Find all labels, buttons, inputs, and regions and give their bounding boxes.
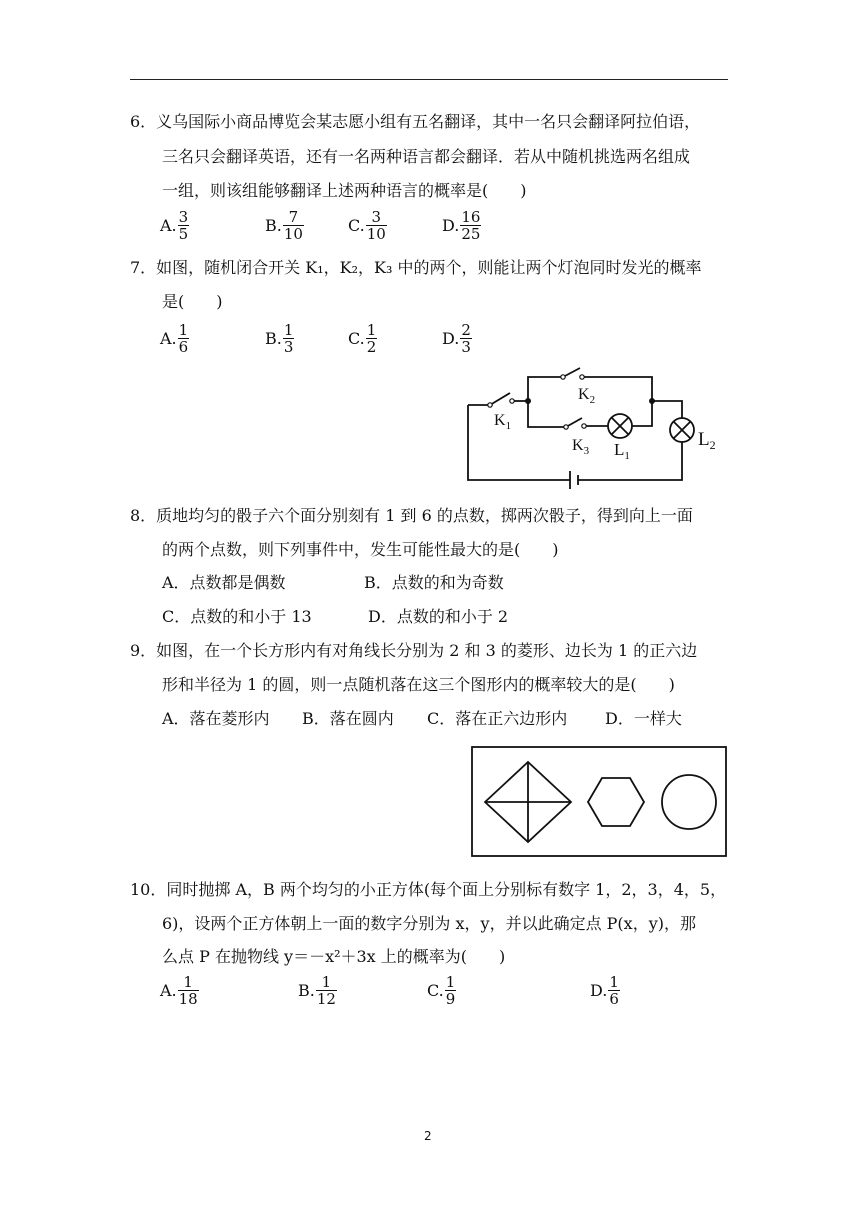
wire-bottom-right <box>578 442 682 480</box>
fraction <box>366 322 378 355</box>
option-label: C. <box>348 216 365 235</box>
denominator: 6 <box>178 338 189 356</box>
q7-option-b <box>265 322 294 355</box>
fraction <box>366 209 387 242</box>
numerator: 2 <box>461 321 471 339</box>
q7-option-a <box>160 322 189 355</box>
numerator: 7 <box>288 208 299 226</box>
circuit-diagram <box>460 365 735 495</box>
fraction <box>460 322 472 355</box>
k2-label: $K_2$ <box>578 386 596 406</box>
numerator: 1 <box>183 973 193 991</box>
numerator: 1 <box>609 973 619 991</box>
q10-line-1: 10．同时抛掷 A，B 两个均匀的小正方体(每个面上分别标有数字 1，2，3，4，5， <box>130 880 727 899</box>
q6-line-1: 6．义乌国际小商品博览会某志愿小组有五名翻译，其中一名只会翻译阿拉伯语， <box>130 112 701 131</box>
l1-label: $L_1$ <box>614 440 630 462</box>
fraction <box>283 322 295 355</box>
denominator: 9 <box>445 990 456 1008</box>
q6-line-2: 三名只会翻译英语，还有一名两种语言都会翻译．若从中随机挑选两名组成 <box>162 147 691 166</box>
numerator: 1 <box>321 973 332 991</box>
denominator: 3 <box>283 338 294 356</box>
q7-line-1: 7．如图，随机闭合开关 K₁，K₂，K₃ 中的两个，则能让两个灯泡同时发光的概率 <box>130 258 702 277</box>
option-label: C. <box>427 981 444 1000</box>
option-label: C. <box>348 329 365 348</box>
q10-line-2: 6)，设两个正方体朝上一面的数字分别为 x，y，并以此确定点 P(x，y)，那 <box>162 914 696 933</box>
q7-line-2: 是( ) <box>162 292 223 311</box>
numerator: 3 <box>178 208 189 226</box>
denominator: 2 <box>366 338 377 356</box>
page-number: 2 <box>424 1129 432 1143</box>
q6-option-c <box>348 209 387 242</box>
shapes-diagram <box>470 745 730 860</box>
option-label: B. <box>265 216 282 235</box>
q6-option-b <box>265 209 304 242</box>
hexagon <box>588 778 644 826</box>
q8-line-1: 8．质地均匀的骰子六个面分别刻有 1 到 6 的点数，掷两次骰子，得到向上一面 <box>130 506 693 525</box>
option-label: A. <box>160 216 177 235</box>
denominator: 6 <box>609 990 619 1008</box>
q10-line-3: 么点 P 在抛物线 y＝－x²＋3x 上的概率为( ) <box>162 947 506 966</box>
fraction <box>460 209 481 242</box>
q6-option-d <box>442 209 481 242</box>
q6-line-3: 一组，则该组能够翻译上述两种语言的概率是( ) <box>162 181 527 200</box>
fraction <box>178 209 190 242</box>
denominator: 10 <box>366 225 386 243</box>
header-rule <box>130 79 728 80</box>
fraction <box>608 974 620 1007</box>
q7-option-d <box>442 322 472 355</box>
q6-option-a <box>160 209 189 242</box>
denominator: 3 <box>461 338 471 356</box>
option-label: B. <box>265 329 282 348</box>
fraction <box>283 209 304 242</box>
option-label: D. <box>442 216 460 235</box>
wire-node-k3 <box>528 401 566 427</box>
option-label: A. <box>160 329 177 348</box>
denominator: 5 <box>178 225 189 243</box>
fraction <box>316 974 337 1007</box>
numerator: 3 <box>371 208 382 226</box>
q10-option-b <box>298 974 337 1007</box>
q9-line-2: 形和半径为 1 的圆，则一点随机落在这三个图形内的概率较大的是( ) <box>162 675 675 694</box>
q9-option-b: B．落在圆内 <box>302 709 394 728</box>
wire-left-bottom <box>468 405 570 480</box>
numerator: 1 <box>366 321 377 339</box>
q8-option-b: B．点数的和为奇数 <box>364 573 504 592</box>
q10-option-d <box>590 974 620 1007</box>
k3-label: $K_3$ <box>572 437 590 457</box>
k1-label: $K_1$ <box>494 412 512 432</box>
q8-option-a: A．点数都是偶数 <box>162 573 286 592</box>
option-label: D. <box>442 329 460 348</box>
option-label: A. <box>160 981 177 1000</box>
q9-option-d: D．一样大 <box>605 709 682 728</box>
fraction <box>178 322 190 355</box>
k1-switch-blade <box>490 393 510 405</box>
numerator: 1 <box>445 973 456 991</box>
numerator: 1 <box>178 321 189 339</box>
option-label: B. <box>298 981 315 1000</box>
option-label: D. <box>590 981 608 1000</box>
q10-option-a <box>160 974 199 1007</box>
right-junction-dot <box>649 398 655 404</box>
circle-shape <box>662 775 716 829</box>
numerator: 1 <box>283 321 294 339</box>
numerator: 16 <box>461 208 481 226</box>
q7-option-c <box>348 322 377 355</box>
fraction <box>445 974 457 1007</box>
q9-option-c: C．落在正六边形内 <box>427 709 568 728</box>
q8-option-c: C．点数的和小于 13 <box>162 607 312 626</box>
q8-line-2: 的两个点数，则下列事件中，发生可能性最大的是( ) <box>162 540 559 559</box>
wire-l1-node <box>632 401 652 426</box>
denominator: 10 <box>283 225 303 243</box>
q10-option-c <box>427 974 456 1007</box>
wire-node-l2 <box>652 401 682 418</box>
denominator: 25 <box>461 225 481 243</box>
q9-line-1: 9．如图，在一个长方形内有对角线长分别为 2 和 3 的菱形、边长为 1 的正六边 <box>130 641 698 660</box>
denominator: 12 <box>316 990 336 1008</box>
l2-label: $L_2$ <box>698 429 716 452</box>
denominator: 18 <box>178 990 198 1008</box>
q8-option-d: D．点数的和小于 2 <box>368 607 509 626</box>
left-junction-dot <box>525 398 531 404</box>
wire-node-k2 <box>528 377 563 401</box>
fraction <box>178 974 199 1007</box>
q9-option-a: A．落在菱形内 <box>162 709 270 728</box>
k2-switch-blade <box>563 368 580 377</box>
